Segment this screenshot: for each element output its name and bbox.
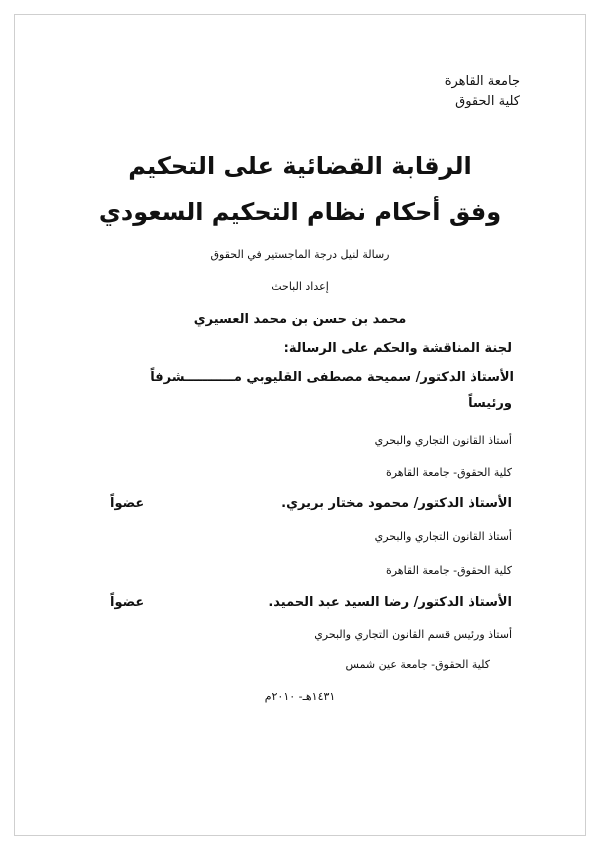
committee-member-3-name: الأستاذ الدكتور/ رضا السيد عبد الحميد. xyxy=(268,595,512,610)
thesis-title-line-2: وفق أحكام نظام التحكيم السعودي xyxy=(98,198,502,226)
committee-member-2-name: الأستاذ الدكتور/ محمود مختار بريري. xyxy=(281,496,512,511)
university-header xyxy=(445,72,520,112)
committee-member-3-title: أستاذ ورئيس قسم القانون التجاري والبحري xyxy=(314,628,512,641)
committee-member-3-affiliation: كلية الحقوق- جامعة عين شمس xyxy=(345,658,490,671)
committee-member-1-name: الأستاذ الدكتور/ سميحة مصطفى القليوبي مـــــــــــشرفاً xyxy=(150,370,514,385)
committee-member-3-role: عضواً xyxy=(110,595,145,610)
page-border xyxy=(14,14,586,836)
faculty-name: كلية الحقوق xyxy=(455,94,520,109)
thesis-date: ١٤٣١هـ- ٢٠١٠م xyxy=(264,690,336,703)
committee-member-2-role: عضواً xyxy=(110,496,145,511)
committee-member-2-title: أستاذ القانون التجاري والبحري xyxy=(374,530,512,543)
committee-member-1-affiliation: كلية الحقوق- جامعة القاهرة xyxy=(385,466,512,479)
researcher-name: محمد بن حسن بن محمد العسيري xyxy=(193,312,407,327)
committee-heading: لجنة المناقشة والحكم على الرسالة: xyxy=(283,341,512,356)
thesis-title-line-1: الرقابة القضائية على التحكيم xyxy=(128,152,472,180)
committee-member-2-affiliation: كلية الحقوق- جامعة القاهرة xyxy=(385,564,512,577)
university-name: جامعة القاهرة xyxy=(444,74,520,89)
thesis-degree-note: رسالة لنيل درجة الماجستير في الحقوق xyxy=(210,248,390,261)
prepared-by-label: إعداد الباحث xyxy=(271,280,329,293)
committee-member-1-role: ورئيساً xyxy=(468,396,512,411)
committee-member-1-title: أستاذ القانون التجاري والبحري xyxy=(374,434,512,447)
